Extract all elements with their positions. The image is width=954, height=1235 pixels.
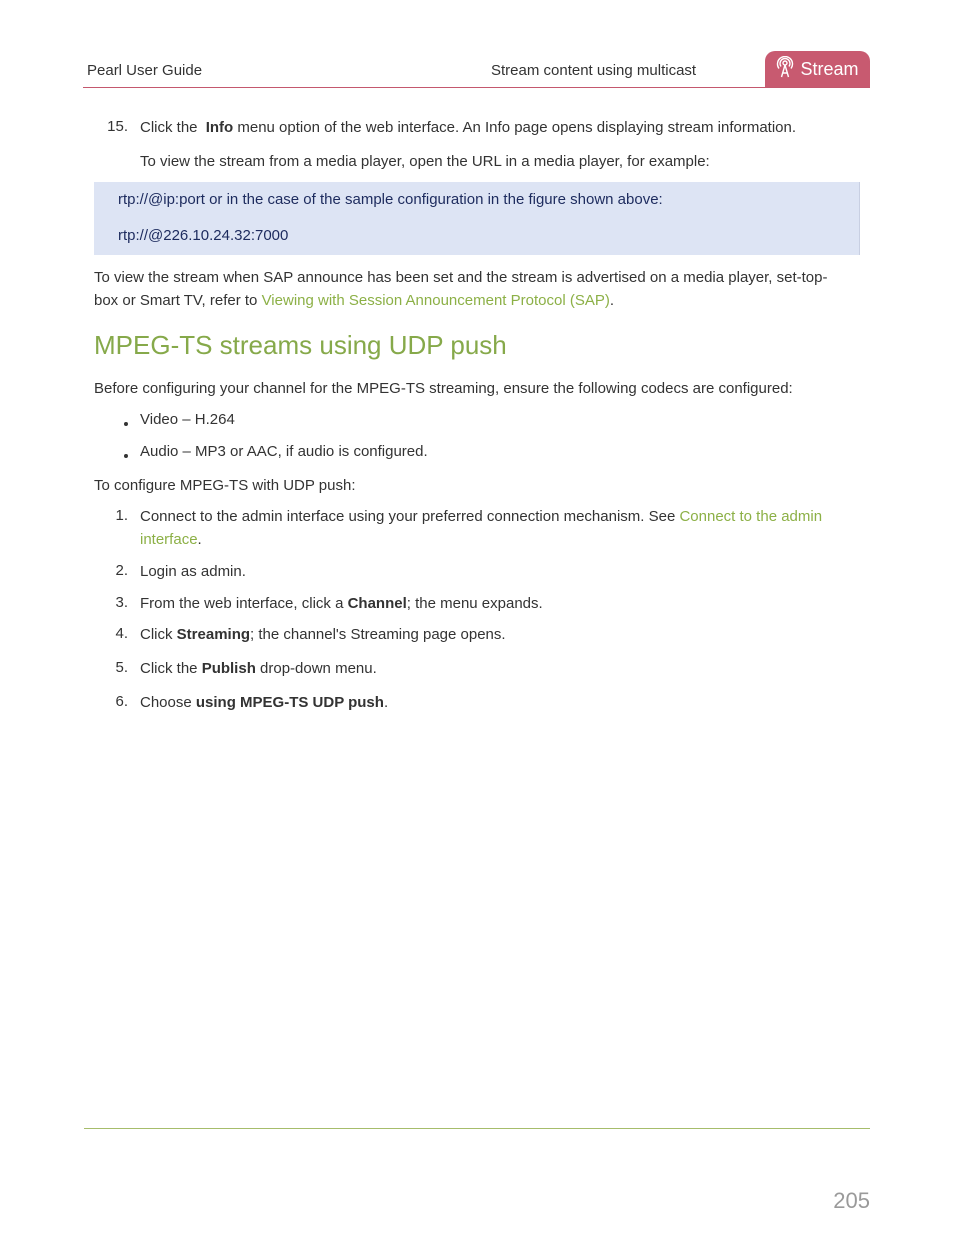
sap-paragraph bbox=[94, 266, 864, 312]
step-text: drop-down menu. bbox=[255, 660, 377, 677]
footer-divider bbox=[84, 1128, 870, 1129]
stream-badge bbox=[765, 51, 870, 87]
step-text: Click the bbox=[140, 119, 202, 136]
bullet-item-audio: Audio – MP3 or AAC, if audio is configured. bbox=[140, 443, 428, 460]
step-number: 5. bbox=[115, 659, 128, 676]
udp-push-term: using MPEG-TS UDP push bbox=[195, 694, 384, 711]
step-15-subtext: To view the stream from a media player, open the URL in a media player, for example: bbox=[140, 153, 710, 170]
configure-intro: To configure MPEG-TS with UDP push: bbox=[94, 477, 356, 494]
sap-text-line-1: To view the stream when SAP announce has been set and the stream is advertised on a media player, set-top- bbox=[94, 269, 828, 286]
step-number: 1. bbox=[115, 507, 128, 524]
step-text: ; the menu expands. bbox=[406, 595, 543, 612]
channel-term: Channel bbox=[347, 595, 407, 612]
step-6-text bbox=[140, 691, 388, 714]
step-number: 15. bbox=[107, 118, 128, 135]
step-text: Choose bbox=[140, 694, 196, 711]
step-number: 6. bbox=[115, 693, 128, 710]
step-text: . bbox=[383, 694, 389, 711]
section-heading: MPEG-TS streams using UDP push bbox=[94, 330, 507, 360]
info-menu-term: Info bbox=[205, 119, 234, 136]
step-text: menu option of the web interface. An Info page opens displaying stream information. bbox=[233, 119, 797, 136]
code-example-box bbox=[94, 182, 860, 255]
step-text: . bbox=[197, 531, 202, 548]
bullet-icon bbox=[124, 422, 128, 426]
step-text: ; the channel's Streaming page opens. bbox=[250, 626, 506, 643]
step-4-text bbox=[140, 623, 506, 646]
step-text: Connect to the admin interface using your preferred connection mechanism. See bbox=[140, 508, 680, 525]
sap-text-line-2: box or Smart TV, refer to bbox=[94, 292, 262, 309]
connect-admin-link[interactable]: Connect to the admin bbox=[679, 508, 823, 525]
header-section-title: Stream content using multicast bbox=[491, 62, 697, 79]
step-text: From the web interface, click a bbox=[140, 595, 348, 612]
publish-term: Publish bbox=[201, 660, 256, 677]
step-text: Click the bbox=[140, 660, 202, 677]
step-text: Click bbox=[140, 626, 177, 643]
page-number: 205 bbox=[833, 1188, 870, 1213]
stream-badge-label: Stream bbox=[800, 58, 859, 79]
connect-admin-link-cont[interactable]: interface bbox=[140, 531, 198, 548]
streaming-term: Streaming bbox=[176, 626, 251, 643]
section-intro: Before configuring your channel for the MPEG-TS streaming, ensure the following codecs are configured: bbox=[94, 380, 793, 397]
step-3-text bbox=[140, 592, 543, 615]
header-guide-title: Pearl User Guide bbox=[87, 62, 203, 79]
bullet-item-video: Video – H.264 bbox=[140, 411, 235, 428]
sap-text-end: . bbox=[609, 292, 614, 309]
bullet-icon bbox=[124, 454, 128, 458]
code-line-2: rtp://@226.10.24.32:7000 bbox=[118, 227, 289, 244]
step-2-text: Login as admin. bbox=[140, 563, 246, 580]
step-1-text bbox=[140, 505, 865, 551]
broadcast-antenna-icon bbox=[776, 56, 794, 83]
code-line-1: rtp://@ip:port or in the case of the sample configuration in the figure shown above: bbox=[118, 191, 663, 208]
step-5-text bbox=[140, 657, 377, 680]
step-number: 2. bbox=[115, 562, 128, 579]
step-number: 4. bbox=[115, 625, 128, 642]
step-15-text bbox=[140, 116, 796, 139]
step-number: 3. bbox=[115, 594, 128, 611]
header-divider bbox=[83, 87, 870, 88]
sap-link[interactable]: Viewing with Session Announcement Protocol (SAP) bbox=[261, 292, 610, 309]
